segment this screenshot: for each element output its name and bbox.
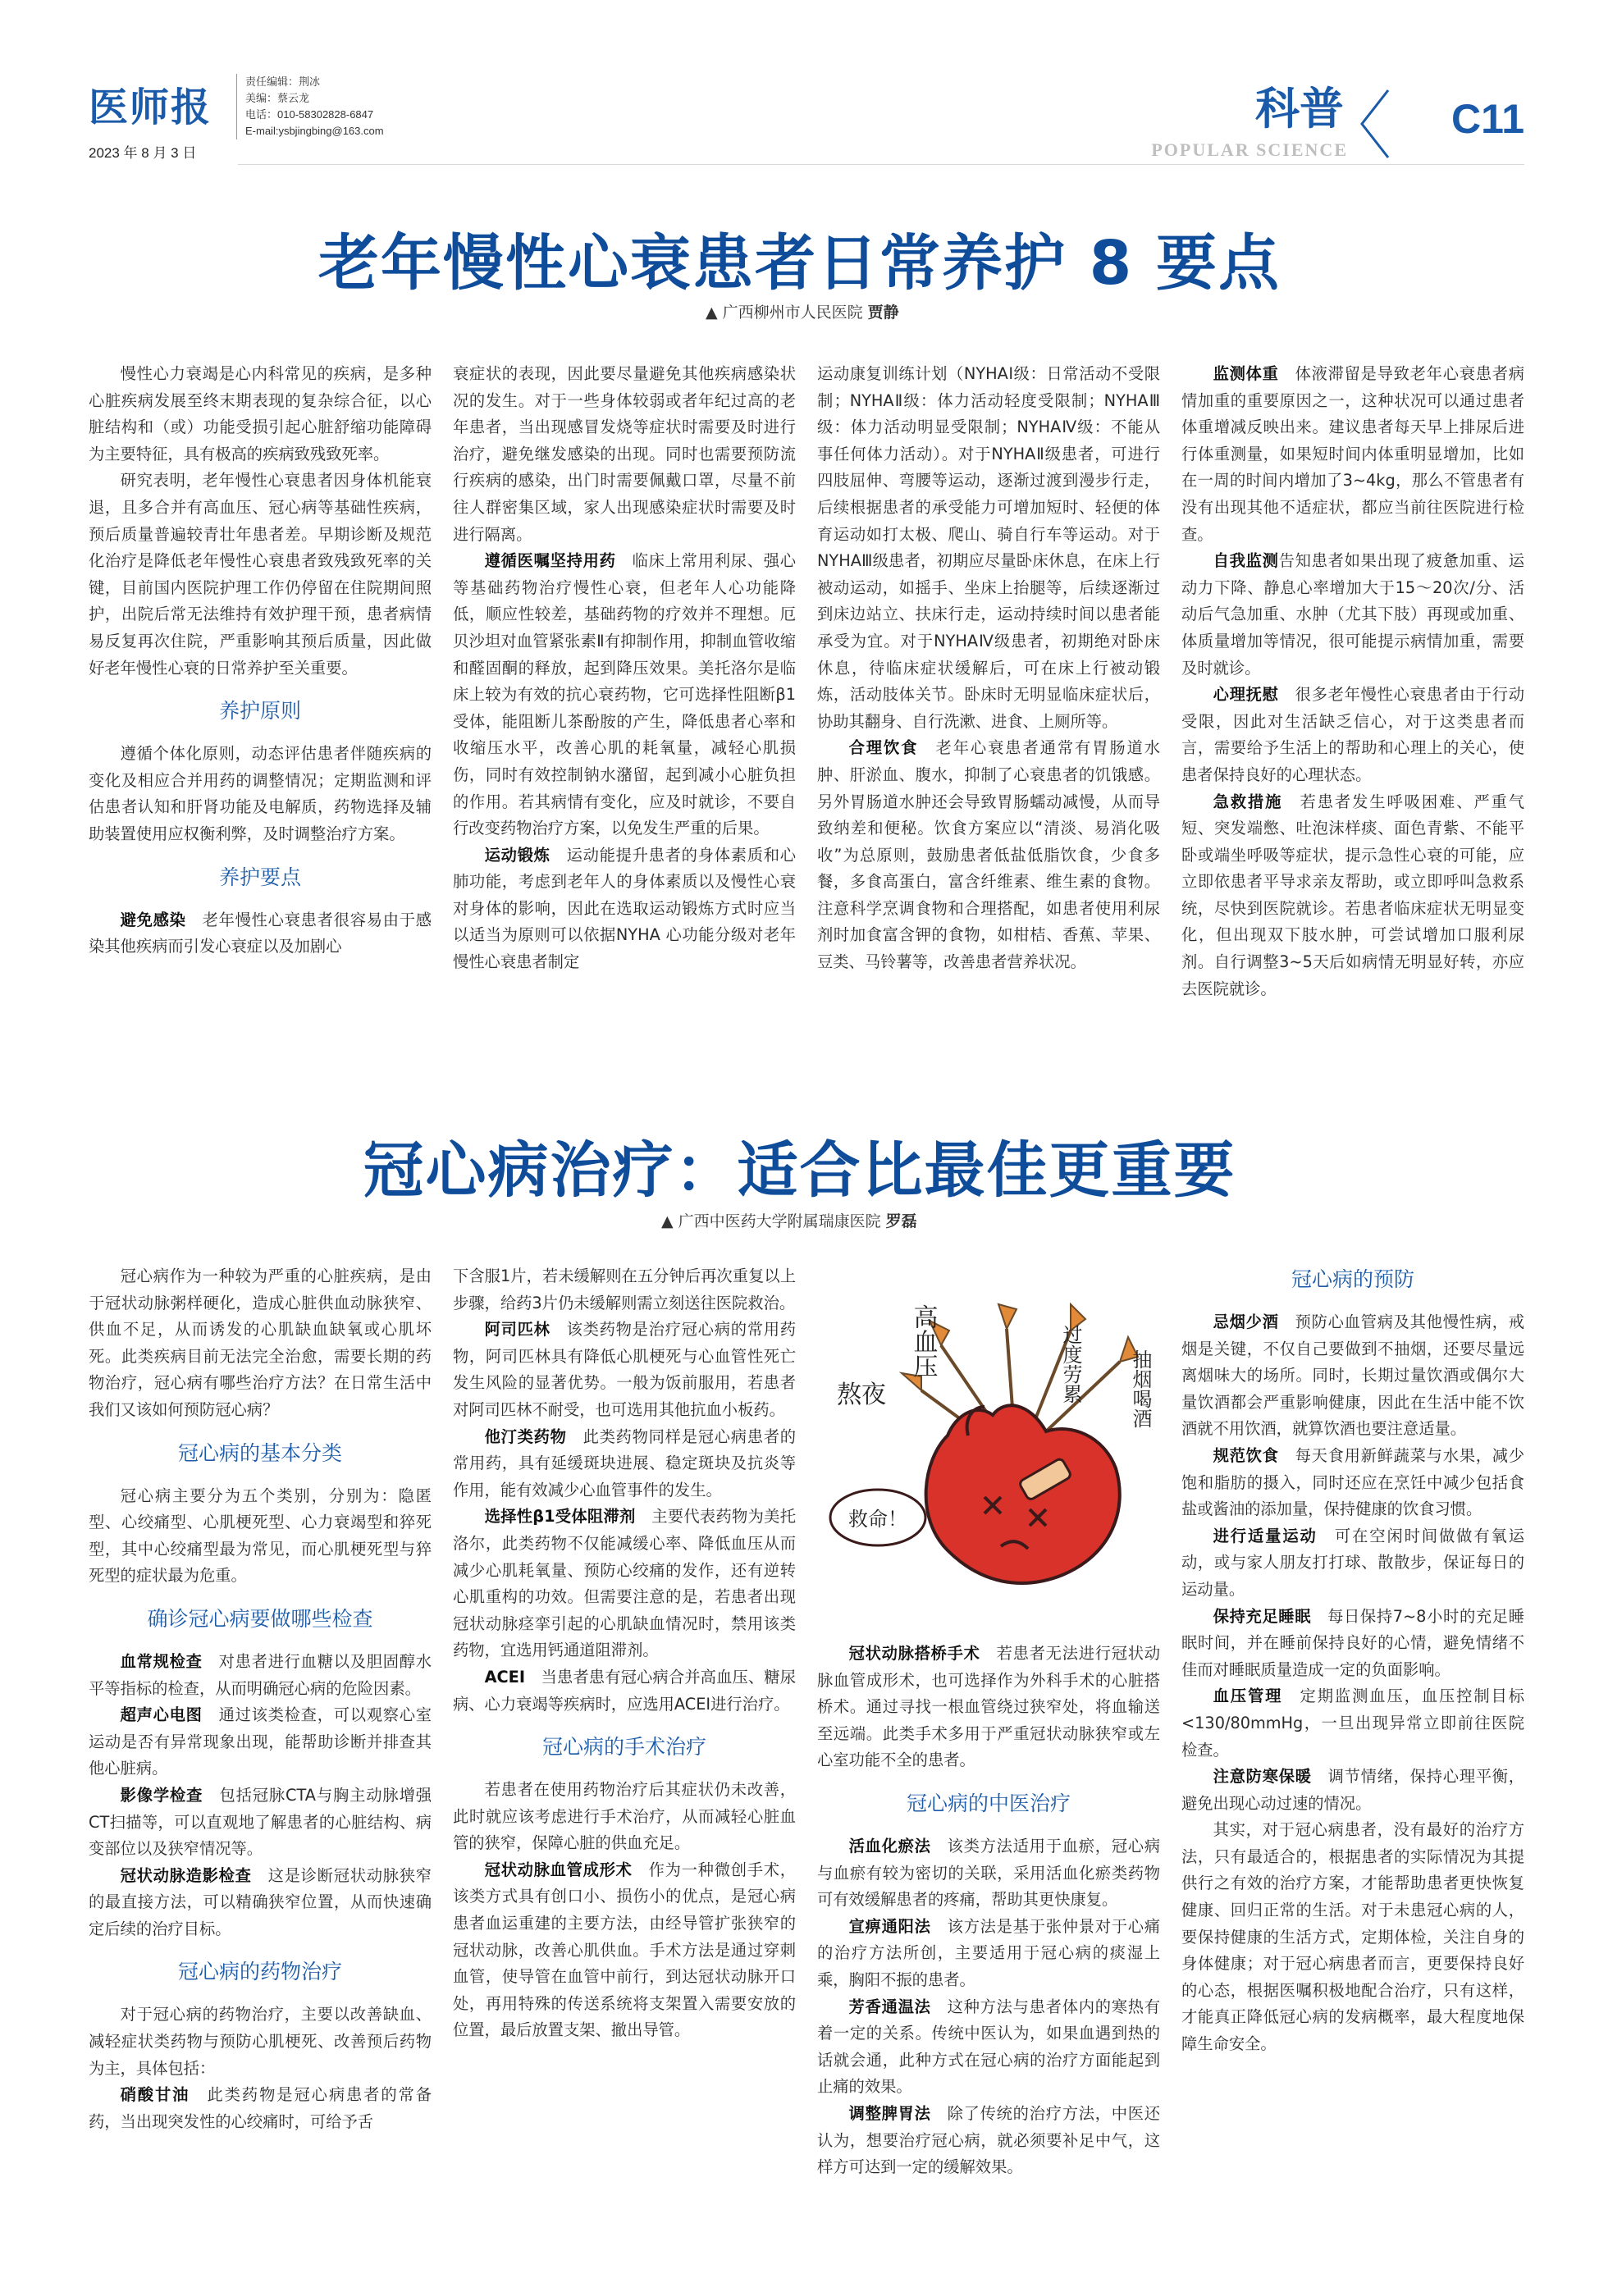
byline-org: ▲ 广西中医药大学附属瑞康医院 [661,1212,881,1230]
page-number: C11 [1451,96,1524,142]
section-name-english: POPULAR SCIENCE [1151,139,1348,160]
label-overwork: 过度劳累 [1059,1325,1082,1404]
article2-column-4: 冠心病的预防 忌烟少酒 预防心血管病及其他慢性病，戒烟是关键，不仅自己要做到不抽烟，还要尽量远离烟味大的场所。同时，长期过量饮酒或偶尔大量饮酒都会严重影响健康，因此在生活中能不饮酒就不用饮酒，就算饮酒也要注意适量。 规范饮食 每天食用新鲜蔬菜与水果，减少饱和脂肪的摄入，同时还应在烹饪中减少包括食盐或酱油的添加量，保持健康的饮食习惯。 进行适量运动 可在空闲时间做做有氧运动，或与家人朋友打打球、散散步，保证每日的运动量。 保持充足睡眠 每日保持7~8小时的充足睡眠时间，并在睡前保持良好的心情，避免情绪不佳而对睡眠质量造成一定的负面影响。 血压管理 定期监测血压，血压控制目标<130/80mmHg，一旦出现异常立即前往医院检查。 注意防寒保暖 调节情绪，保持心理平衡，避免出现心动过速的情况。 其实，对于冠心病患者，没有最好的治疗方法，只有最适合的，根据患者的实际情况为其提供行之有效的治疗方案，才能帮助患者更快恢复健康、回归正常的生活。对于未患冠心病的人，要保持健康的生活方式，定期体检，关注自身的身体健康；对于冠心病患者而言，更要保持良好的心态，根据医嘱积极地配合治疗，只有这样，才能真正降低冠心病的发病概率，最大程度地保障生命安全。 [1181,1263,1524,2058]
subheading-surgery: 冠心病的手术治疗 [541,1735,706,1760]
credit-phone: 电话：010-58302828-6847 [245,108,374,121]
byline-author: 罗磊 [885,1212,917,1230]
subheading-drug-treatment: 冠心病的药物治疗 [177,1960,342,1984]
article1-column-2: 衰症状的表现，因此要尽量避免其他疾病感染状况的发生。对于一些身体较弱或者年纪过高的老年患者，当出现感冒发烧等症状时需要及时进行治疗，避免继发感染的出现。同时也需要预防流行疾病的感染，出门时需要佩戴口罩，尽量不前往人群密集区域，家人出现感染症状时需要及时进行隔离。 遵循医嘱坚持用药 临床上常用利尿、强心等基础药物治疗慢性心衰，但老年人心功能降低，顺应性较差，基础药物的疗效并不理想。厄贝沙坦对血管紧张素Ⅱ有抑制作用，抑制血管收缩和醛固酮的释放，起到降压效果。美托洛尔是临床上较为有效的抗心衰药物，它可选择性阻断β1受体，能阻断儿茶酚胺的产生，降低患者心率和收缩压水平，改善心肌的耗氧量，减轻心肌损伤，同时有效控制钠水潴留，起到减小心脏负担的作用。若其病情有变化，应及时就诊，不要自行改变药物治疗方案，以免发生严重的后果。 运动锻炼 运动能提升患者的身体素质和心肺功能，考虑到老年人的身体素质以及慢性心衰对身体的影响，因此在选取运动锻炼方式时应当以适当为原则可以依据NYHA 心功能分级对老年慢性心衰患者制定 [453,364,797,972]
article1-column-3: 运动康复训练计划（NYHAⅠ级：日常活动不受限制；NYHAⅡ级：体力活动轻度受限制；NYHAⅢ级：体力活动明显受限制；NYHAⅣ级：不能从事任何体力活动）。对于NYHAⅡ级患者，可进行四肢屈伸、弯腰等运动，逐渐过渡到漫步行走，后续根据患者的承受能力可增加短时、轻便的体育运动如打太极、爬山、骑自行车等运动。对于NYHAⅢ级患者，初期应尽量卧床休息，在床上行被动运动，如摇手、坐床上抬腿等，后续逐渐过到床边站立、扶床行走，运动持续时间以患者能承受为宜。对于NYHAⅣ级患者，初期绝对卧床休息，待临床症状缓解后，可在床上行被动锻炼，活动肢体关节。卧床时无明显临床症状后，协助其翻身、自行洗漱、进食、上厕所等。 合理饮食 老年心衰患者通常有胃肠道水肿、肝淤血、腹水，抑制了心衰患者的饥饿感。另外胃肠道水肿还会导致胃肠蠕动减慢，从而导致纳差和便秘。饮食方案应以“清淡、易消化吸收”为总原则，鼓励患者低盐低脂饮食，少食多餐，多食高蛋白，富含纤维素、维生素的食物。注意科学烹调食物和合理搭配，如患者使用利尿剂时加食富含钾的食物，如柑桔、香蕉、苹果、豆类、马铃薯等，改善患者营养状况。 [817,364,1161,972]
subheading-prevention: 冠心病的预防 [1291,1267,1414,1291]
byline-org: ▲ 广西柳州市人民医院 [706,304,863,322]
article2-column-2: 下含服1片，若未缓解则在五分钟后再次重复以上步骤，给药3片仍未缓解则需立刻送往医院救治。 阿司匹林 该类药物是治疗冠心病的常用药物，阿司匹林具有降低心肌梗死与心血管性死亡发生风险的显著优势。一般为饭前服用，若患者对阿司匹林不耐受，也可选用其他抗血小板药。 他汀类药物 此类药物同样是冠心病患者的常用药，具有延缓斑块进展、稳定斑块及抗炎等作用，能有效减少心血管事件的发生。 选择性β1受体阻滞剂 主要代表药物为美托洛尔，此类药物不仅能减缓心率、降低血压从而减少心肌耗氧量、预防心绞痛的发作，还有逆转心肌重构的功效。但需要注意的是，若患者出现冠状动脉痉挛引起的心肌缺血情况时，禁用该类药物，宜选用钙通道阻滞剂。 ACEI 当患者患有冠心病合并高血压、糖尿病、心力衰竭等疾病时，应选用ACEI进行治疗。 冠心病的手术治疗 若患者在使用药物治疗后其症状仍未改善，此时就应该考虑进行手术治疗，从而减轻心脏血管的狭窄，保障心脏的供血充足。 冠状动脉血管成形术 作为一种微创手术，该类方式具有创口小、损伤小的优点，是冠心病患者血运重建的主要方法，由经导管扩张狭窄的冠状动脉，改善心肌供血。手术方法是通过穿刺血管，使导管在血管中前行，到达冠状动脉开口处，再用特殊的传送系统将支架置入需要安放的位置，最后放置支架、撤出导管。 [453,1267,797,2040]
editor-credits [236,74,384,139]
subheading-diagnostic-tests: 确诊冠心病要做哪些检查 [147,1606,373,1631]
heart-illustration [825,1271,1206,1624]
byline-author: 贾静 [867,304,899,322]
credit-editor: 责任编辑：荆冰 [245,75,321,88]
article2-column-3: 冠状动脉搭桥手术 若患者无法进行冠状动脉血管成形术，也可选择作为外科手术的心脏搭桥术。通过寻找一根血管绕过狭窄处，将血输送至远端。此类手术多用于严重冠状动脉狭窄或左心室功能不全的患者。 冠心病的中医治疗 活血化瘀法 该类方法适用于血瘀，冠心病与血瘀有较为密切的关联，采用活血化瘀类药物可有效缓解患者的疼痛，帮助其更快康复。 宣痹通阳法 该方法是基于张仲景对于心痛的治疗方法所创，主要适用于冠心病的痰湿上乘，胸阳不振的患者。 芳香通温法 这种方法与患者体内的寒热有着一定的关系。传统中医认为，如果血遇到热的话就会通，此种方式在冠心病的治疗方面能起到止痛的效果。 调整脾胃法 除了传统的治疗方法，中医还认为，想要治疗冠心病，就必须要补足中气，这样方可达到一定的缓解效果。 [817,1644,1161,2177]
article-title: 冠心病治疗：适合比最佳更重要 [363,1135,1236,1206]
article-byline [661,1209,917,1231]
article2-column-1: 冠心病作为一种较为严重的心脏疾病，是由于冠状动脉粥样硬化，造成心脏供血动脉狭窄、供血不足，从而诱发的心肌缺血缺氧或心肌坏死。此类疾病目前无法完全治愈，需要长期的药物治疗，冠心病有哪些治疗方法？在日常生活中我们又该如何预防冠心病？ 冠心病的基本分类 冠心病主要分为五个类别，分别为：隐匿型、心绞痛型、心肌梗死型、心力衰竭型和猝死型，其中心绞痛型最为常见，而心肌梗死型与猝死型的症状最为危重。 确诊冠心病要做哪些检查 血常规检查 对患者进行血糖以及胆固醇水平等指标的检查，从而明确冠心病的危险因素。 超声心电图 通过该类检查，可以观察心室运动是否有异常现象出现，能帮助诊断并排查其他心脏病。 影像学检查 包括冠脉CTA与胸主动脉增强CT扫描等，可以直观地了解患者的心脏结构、病变部位以及狭窄情况等。 冠状动脉造影检查 这是诊断冠状动脉狭窄的最直接方法，可以精确狭窄位置，从而快速确定后续的治疗目标。 冠心病的药物治疗 对于冠心病的药物治疗，主要以改善缺血、减轻症状类药物与预防心肌梗死、改善预后药物为主，具体包括： 硝酸甘油 此类药物是冠心病患者的常备药，当出现突发性的心绞痛时，可给予舌 [89,1267,432,2131]
article1-column-1: 慢性心力衰竭是心内科常见的疾病，是多种心脏疾病发展至终末期表现的复杂综合征，以心脏结构和（或）功能受损引起心脏舒缩功能障碍为主要特征，具有极高的疾病致残致死率。 研究表明，老年慢性心衰患者因身体机能衰退，且多合并有高血压、冠心病等基础性疾病，预后质量普遍较青壮年患者差。早期诊断及规范化治疗是降低老年慢性心衰患者致残致死率的关键，目前国内医院护理工作仍停留在住院期间照护，出院后常无法维持有效护理干预，患者病情易反复再次住院，严重影响其预后质量，因此做好老年慢性心衰的日常养护至关重要。 养护原则 遵循个体化原则，动态评估患者伴随疾病的变化及相应合并用药的调整情况；定期监测和评估患者认知和肝肾功能及电解质，药物选择及辅助装置使用应权衡利弊，及时调整治疗方案。 养护要点 避免感染 老年慢性心衰患者很容易由于感染其他疾病而引发心衰症以及加剧心 [89,364,432,956]
chevron-left-icon [1355,87,1393,161]
issue-date: 2023 年 8 月 3 日 [89,145,197,161]
newspaper-logo: 医师报 [89,84,212,130]
subheading-classification: 冠心病的基本分类 [177,1440,342,1465]
speech-bubble-text: 救命！ [848,1508,907,1531]
subheading-tcm: 冠心病的中医治疗 [906,1791,1071,1815]
credit-email: E-mail:ysbjingbing@163.com [245,125,384,137]
label-smoking-drinking: 抽烟喝酒 [1129,1349,1152,1428]
subheading-care-principles: 养护原则 [218,699,301,723]
subheading-care-points: 养护要点 [218,865,301,889]
label-hypertension: 高血压 [908,1304,938,1378]
masthead [89,71,1524,169]
article-byline [706,300,899,322]
credit-designer: 美编：蔡云龙 [245,92,310,104]
header-rule [238,164,1524,165]
label-staying-up: 熬夜 [837,1381,886,1409]
article-title: 老年慢性心衰患者日常养护 8 要点 [318,228,1281,299]
section-name: 科普 [1255,83,1344,135]
article1-column-4: 监测体重 体液滞留是导致老年心衰患者病情加重的重要原因之一，这种状况可以通过患者体重增减反映出来。建议患者每天早上排尿后进行体重测量，如果短时间内体重明显增加，比如在一周的时间内增加了3~4kg，那么不管患者有没有出现其他不适症状，都应当前往医院进行检查。 自我监测告知患者如果出现了疲惫加重、运动力下降、静息心率增加大于15～20次/分、活动后气急加重、水肿（尤其下肢）再现或加重、体质量增加等情况，很可能提示病情加重，需要及时就诊。 心理抚慰 很多老年慢性心衰患者由于行动受限，因此对生活缺乏信心，对于这类患者而言，需要给予生活上的帮助和心理上的关心，使患者保持良好的心理状态。 急救措施 若患者发生呼吸困难、严重气短、突发端憋、吐泡沫样痰、面色青紫、不能平卧或端坐呼吸等症状，提示急性心衰的可能，应立即依患者平导求亲友帮助，或立即呼叫急救系统，尽快到医院就诊。若患者临床症状无明显变化，但出现双下肢水肿，可尝试增加口服利尿剂。自行调整3~5天后如病情无明显好转，亦应去医院就诊。 [1181,364,1525,998]
